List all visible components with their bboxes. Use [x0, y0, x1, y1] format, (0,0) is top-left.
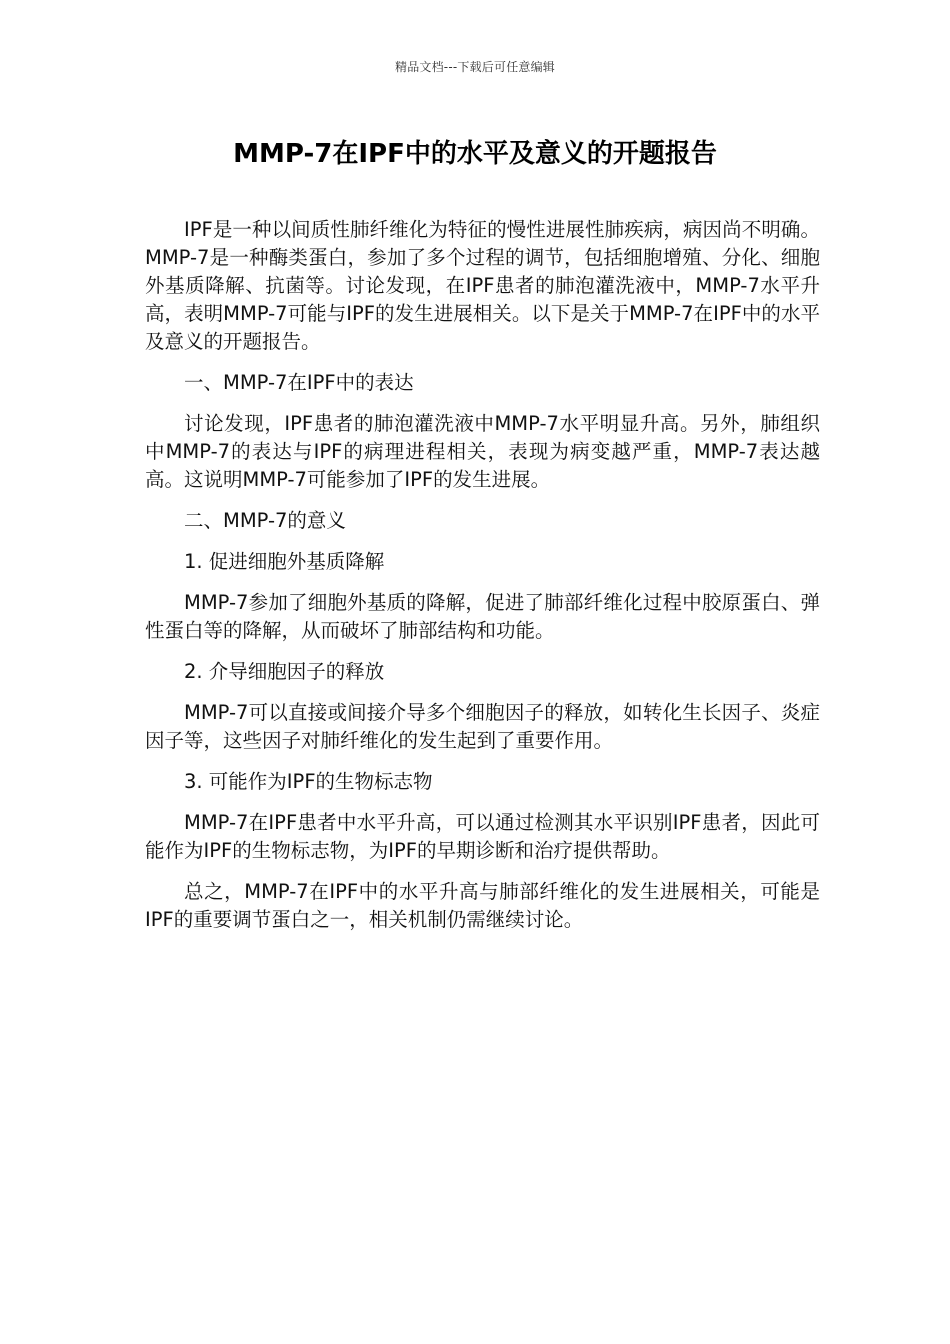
paragraph-intro: IPF是一种以间质性肺纤维化为特征的慢性进展性肺疾病，病因尚不明确。MMP-7是一种酶类蛋白，参加了多个过程的调节，包括细胞增殖、分化、细胞外基质降解、抗菌等。讨论发现，在IPF患者的肺泡灌洗液中，MMP-7水平升高，表明MMP-7可能与IPF的发生进展相关。以下是关于MMP-7在IPF中的水平及意义的开题报告。: [145, 218, 820, 353]
paragraph-conclusion: 总之，MMP-7在IPF中的水平升高与肺部纤维化的发生进展相关，可能是IPF的重要调节蛋白之一，相关机制仍需继续讨论。: [145, 880, 820, 931]
paragraph-expression: 讨论发现，IPF患者的肺泡灌洗液中MMP-7水平明显升高。另外，肺组织中MMP-7的表达与IPF的病理进程相关，表现为病变越严重，MMP-7表达越高。这说明MMP-7可能参加了IPF的发生进展。: [145, 412, 820, 491]
section-heading-expression: 一、MMP-7在IPF中的表达: [184, 371, 414, 394]
paragraph-biomarker: MMP-7在IPF患者中水平升高，可以通过检测其水平识别IPF患者，因此可能作为IPF的生物标志物，为IPF的早期诊断和治疗提供帮助。: [145, 811, 820, 862]
subheading-ecm-degradation: 1. 促进细胞外基质降解: [184, 550, 385, 573]
paragraph-cytokine-release: MMP-7可以直接或间接介导多个细胞因子的释放，如转化生长因子、炎症因子等，这些因子对肺纤维化的发生起到了重要作用。: [145, 701, 820, 752]
document-title: MMP-7在IPF中的水平及意义的开题报告: [233, 139, 717, 169]
subheading-biomarker: 3. 可能作为IPF的生物标志物: [184, 770, 433, 793]
header-note: 精品文档---下载后可任意编辑: [395, 60, 555, 74]
subheading-cytokine-release: 2. 介导细胞因子的释放: [184, 660, 385, 683]
document-body: [145, 216, 820, 934]
section-heading-significance: 二、MMP-7的意义: [184, 509, 346, 532]
paragraph-ecm-degradation: MMP-7参加了细胞外基质的降解，促进了肺部纤维化过程中胶原蛋白、弹性蛋白等的降解，从而破坏了肺部结构和功能。: [145, 591, 820, 642]
